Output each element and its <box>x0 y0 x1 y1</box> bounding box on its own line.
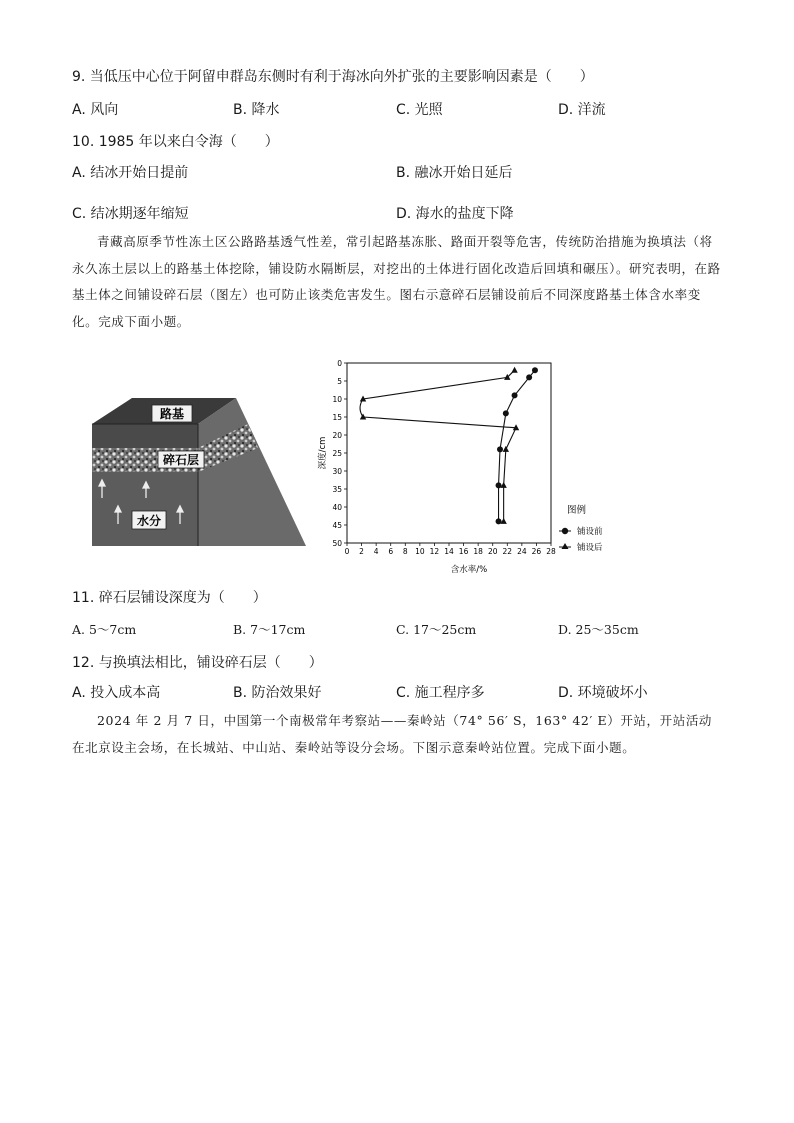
point-after <box>511 367 517 373</box>
question-9-option-b: B. 降水 <box>233 102 280 118</box>
x-tick-label: 26 <box>531 547 542 556</box>
y-tick-label: 35 <box>332 485 342 494</box>
y-tick-label: 30 <box>332 467 342 476</box>
legend-title: 图例 <box>567 505 587 516</box>
y-tick-label: 40 <box>332 503 342 512</box>
question-9-option-c: C. 光照 <box>396 102 443 118</box>
x-tick-label: 4 <box>373 547 379 556</box>
question-12-stem: 12. 与换填法相比，铺设碎石层（ ） <box>72 655 323 671</box>
question-9-option-a: A. 风向 <box>72 102 119 118</box>
question-10-option-d: D. 海水的盐度下降 <box>396 206 514 222</box>
y-tick-label: 25 <box>332 449 342 458</box>
y-tick-label: 20 <box>332 431 342 440</box>
chart-y-axis-label: 深度/cm <box>318 436 328 470</box>
question-10-stem: 10. 1985 年以来白令海（ ） <box>72 134 279 150</box>
x-tick-label: 16 <box>458 547 469 556</box>
y-tick-label: 45 <box>332 521 342 530</box>
x-tick-label: 20 <box>487 547 498 556</box>
series-line-after <box>360 370 516 521</box>
x-tick-label: 22 <box>502 547 513 556</box>
x-tick-label: 10 <box>415 547 425 556</box>
question-11-stem: 11. 碎石层铺设深度为（ ） <box>72 590 267 606</box>
x-tick-label: 0 <box>344 547 350 556</box>
legend-label-after: 铺设后 <box>577 543 603 553</box>
question-10-option-c: C. 结冰期逐年缩短 <box>72 206 189 222</box>
question-12-option-c: C. 施工程序多 <box>396 685 485 701</box>
slope-face <box>198 398 306 546</box>
x-tick-label: 28 <box>546 547 556 556</box>
passage-qinling-station <box>72 708 722 761</box>
water-content-depth-chart <box>315 355 615 575</box>
question-11-option-a: A. 5～7cm <box>72 622 137 637</box>
question-12-option-a: A. 投入成本高 <box>72 685 161 701</box>
point-before <box>512 392 518 398</box>
question-11-option-d: D. 25～35cm <box>558 622 639 637</box>
y-tick-label: 10 <box>332 395 342 404</box>
point-before <box>503 410 509 416</box>
chart-legend <box>559 504 603 553</box>
x-tick-label: 12 <box>429 547 440 556</box>
chart-plot-frame <box>347 363 551 543</box>
question-12-option-d: D. 环境破坏小 <box>558 685 648 701</box>
question-10-option-a: A. 结冰开始日提前 <box>72 165 189 181</box>
roadbed-block-diagram <box>88 388 308 550</box>
point-before <box>497 446 503 452</box>
x-tick-label: 14 <box>444 547 454 556</box>
question-9-option-d: D. 洋流 <box>558 102 606 118</box>
passage-roadbed <box>72 229 722 335</box>
point-before <box>526 374 532 380</box>
x-tick-label: 2 <box>359 547 364 556</box>
x-tick-label: 8 <box>402 547 408 556</box>
y-tick-label: 0 <box>337 359 342 368</box>
legend-marker-after <box>562 543 569 549</box>
point-after <box>503 446 509 452</box>
point-before <box>496 482 502 488</box>
roadbed-layer <box>92 424 198 448</box>
y-tick-label: 15 <box>332 413 342 422</box>
label-roadbed: 路基 <box>159 407 185 421</box>
passage-roadbed-text: 青藏高原季节性冻土区公路路基透气性差，常引起路基冻胀、路面开裂等危害，传统防治措施为换填法（将永久冻土层以上的路基土体挖除，铺设防水隔断层，对挖出的土体进行固化改造后回填和碾压）。研究表明，在路基土体之间铺设碎石层（图左）也可防止该类危害发生。图右示意碎石层铺设前后不同深度路基土体含水率变化。完成下面小题。 <box>72 234 721 329</box>
y-tick-label: 50 <box>332 539 342 548</box>
question-11-option-c: C. 17～25cm <box>396 622 477 637</box>
question-10-option-b: B. 融冰开始日延后 <box>396 165 513 181</box>
question-9-stem: 9. 当低压中心位于阿留申群岛东侧时有利于海冰向外扩张的主要影响因素是（ ） <box>72 69 594 85</box>
label-gravel: 碎石层 <box>162 453 200 467</box>
chart-x-axis-label: 含水率/% <box>450 565 488 575</box>
point-before <box>496 518 502 524</box>
point-before <box>532 367 538 373</box>
label-water: 水分 <box>136 514 162 528</box>
question-11-option-b: B. 7～17cm <box>233 622 306 637</box>
y-tick-label: 5 <box>337 377 342 386</box>
x-tick-label: 18 <box>473 547 483 556</box>
x-tick-label: 24 <box>517 547 527 556</box>
legend-label-before: 铺设前 <box>577 527 603 537</box>
x-tick-label: 6 <box>388 547 394 556</box>
point-after <box>360 414 366 420</box>
question-12-option-b: B. 防治效果好 <box>233 685 322 701</box>
passage-qinling-station-text: 2024 年 2 月 7 日，中国第一个南极常年考察站——秦岭站（74° 56′ S，163° 42′ E）开站，开站活动在北京设主会场，在长城站、中山站、秦岭站等设分会场。下图示意秦岭站位置。完成下面小题。 <box>72 713 713 755</box>
